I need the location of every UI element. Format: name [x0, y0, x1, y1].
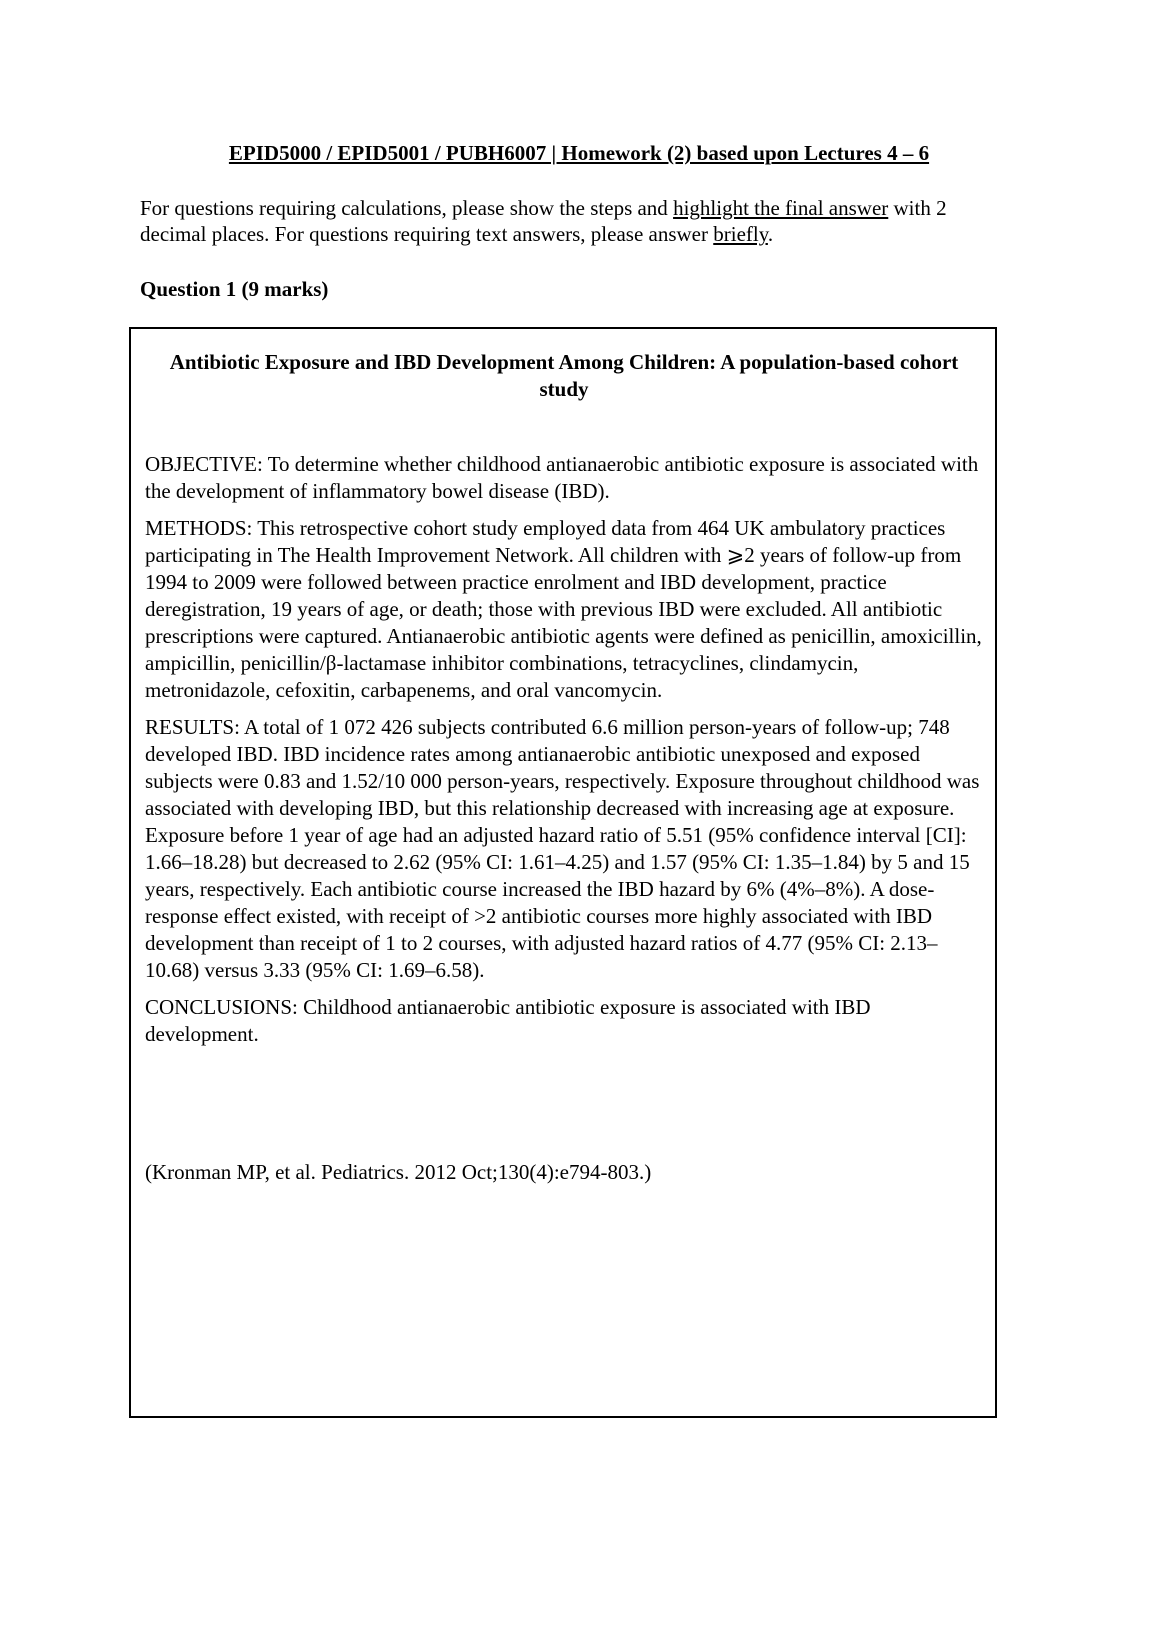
abstract-objective: OBJECTIVE: To determine whether childhood antianaerobic antibiotic exposure is associated with the development of inflammatory bowel disease (IBD).: [145, 452, 979, 503]
abstract-methods: METHODS: This retrospective cohort study employed data from 464 UK ambulatory practices participating in The Health Improvement Network. All children with ⩾2 years of follow-up from 1994 to 2009 were followed between practice enrolment and IBD development, practice deregistration, 19 years of age, or death; those with previous IBD were excluded. All antibiotic prescriptions were captured. Antianaerobic antibiotic agents were defined as penicillin, amoxicillin, ampicillin, penicillin/β-lactamase inhibitor combinations, tetracyclines, clindamycin, metronidazole, cefoxitin, carbapenems, and oral vancomycin.: [145, 516, 982, 702]
abstract-box: [129, 327, 997, 1418]
page-title: EPID5000 / EPID5001 / PUBH6007 | Homework (2) based upon Lectures 4 – 6: [228, 141, 930, 165]
abstract-citation: (Kronman MP, et al. Pediatrics. 2012 Oct;130(4):e794-803.): [145, 1160, 652, 1184]
question-heading: Question 1 (9 marks): [140, 277, 329, 301]
abstract-results: RESULTS: A total of 1 072 426 subjects contributed 6.6 million person-years of follow-up; 748 developed IBD. IBD incidence rates among antianaerobic antibiotic unexposed and exposed subjects were 0.83 and 1.52/10 000 person-years, respectively. Exposure throughout childhood was associated with developing IBD, but this relationship decreased with increasing age at exposure. Exposure before 1 year of age had an adjusted hazard ratio of 5.51 (95% confidence interval [CI]: 1.66–18.28) but decreased to 2.62 (95% CI: 1.61–4.25) and 1.57 (95% CI: 1.35–1.84) by 5 and 15 years, respectively. Each antibiotic course increased the IBD hazard by 6% (4%–8%). A dose-response effect existed, with receipt of >2 antibiotic courses more highly associated with IBD development than receipt of 1 to 2 courses, with adjusted hazard ratios of 4.77 (95% CI: 2.13–10.68) versus 3.33 (95% CI: 1.69–6.58).: [145, 715, 980, 982]
instructions-paragraph: [140, 195, 1000, 247]
abstract-body: [145, 451, 985, 1058]
briefly-text: briefly: [713, 222, 768, 246]
abstract-title: Antibiotic Exposure and IBD Development Among Children: A population-based cohort study: [169, 350, 959, 401]
instructions-text-2: with 2 decimal places. For questions requiring text answers, please answer: [140, 196, 947, 246]
abstract-conclusions: CONCLUSIONS: Childhood antianaerobic antibiotic exposure is associated with IBD development.: [145, 995, 871, 1046]
instructions-text-1: For questions requiring calculations, please show the steps and: [140, 196, 674, 220]
highlight-final-answer-text: highlight the final answer: [673, 196, 889, 220]
instructions-text-3: .: [767, 222, 774, 246]
